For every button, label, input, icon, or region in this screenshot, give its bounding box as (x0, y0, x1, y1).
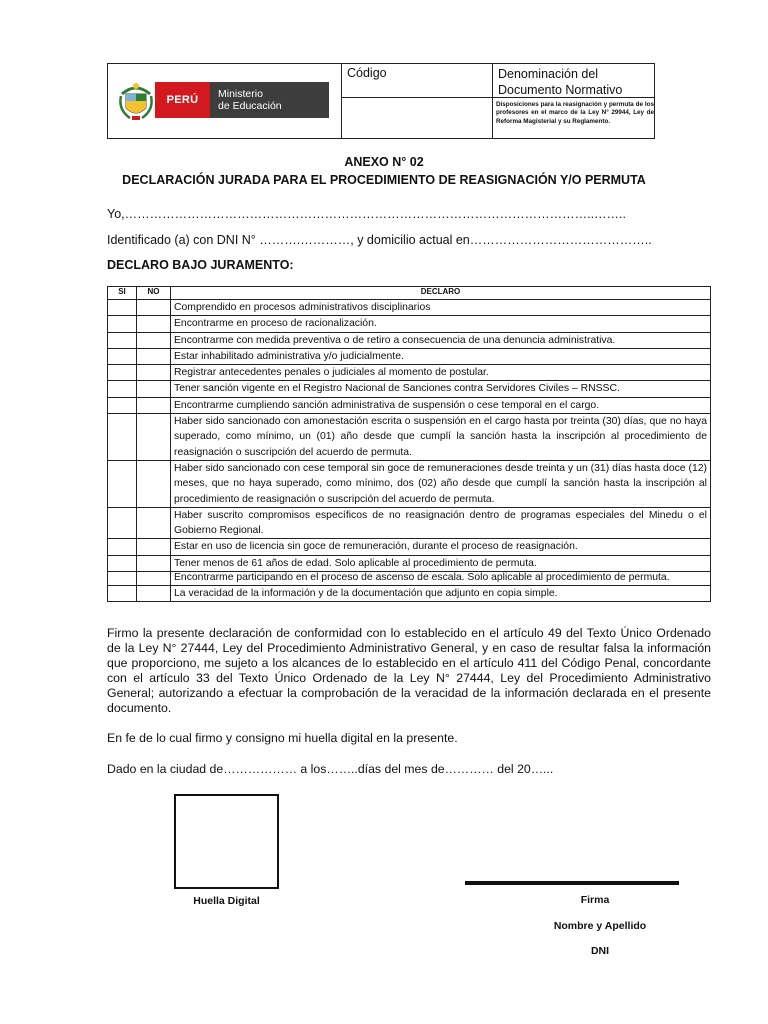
si-checkbox[interactable] (108, 507, 137, 539)
declaration-text: Encontrarme participando en el proceso de ascenso de escala. Solo aplicable al procedimiento de permuta. (171, 572, 711, 586)
fingerprint-box[interactable] (174, 794, 279, 889)
logo-ministry (210, 82, 329, 118)
name-field-line: Yo,…………………………………………………………………………………………………..…….. (107, 207, 627, 221)
no-checkbox[interactable] (137, 300, 171, 316)
declaration-text: Tener sanción vigente en el Registro Nacional de Sanciones contra Servidores Civiles – RNSSC. (171, 381, 711, 397)
col-si-header: SI (108, 287, 137, 300)
logo-country: PERÚ (155, 82, 210, 118)
table-row (108, 507, 711, 539)
no-checkbox[interactable] (137, 381, 171, 397)
declaration-text: Encontrarme en proceso de racionalización. (171, 316, 711, 332)
document-title: DECLARACIÓN JURADA PARA EL PROCEDIMIENTO DE REASIGNACIÓN Y/O PERMUTA (122, 173, 646, 187)
logo-ministry-line1: Ministerio (218, 88, 263, 100)
declaration-text: Haber sido sancionado con amonestación escrita o suspensión en el cargo hasta por treinta (30) días, que no haya superado, como mínimo, un (01) año desde que cumplí la sanción hasta la inscripción al procedimiento de reasignación o suscripción del acuerdo de permuta. (171, 414, 711, 461)
declaration-text: Comprendido en procesos administrativos disciplinarios (171, 300, 711, 316)
table-row (108, 555, 711, 571)
no-checkbox[interactable] (137, 316, 171, 332)
consent-paragraph: En fe de lo cual firmo y consigno mi huella digital en la presente. (107, 731, 458, 745)
table-row (108, 414, 711, 461)
fingerprint-label: Huella Digital (193, 895, 260, 907)
no-checkbox[interactable] (137, 585, 171, 601)
si-checkbox[interactable] (108, 555, 137, 571)
col-no-header: NO (137, 287, 171, 300)
table-row (108, 300, 711, 316)
si-checkbox[interactable] (108, 572, 137, 586)
table-row (108, 397, 711, 413)
si-checkbox[interactable] (108, 397, 137, 413)
si-checkbox[interactable] (108, 414, 137, 461)
table-row (108, 348, 711, 364)
signature-label: Firma (580, 894, 610, 906)
legal-paragraph: Firmo la presente declaración de conformidad con lo establecido en el artículo 49 del Texto Único Ordenado de la Ley N° 27444, Ley del Procedimiento Administrativo General, y en caso de resultar falsa la información que proporciono, me sujeto a los alcances de lo establecido en el artículo 411 del Código Penal, concordante con el artículo 33 del Texto Único Ordenado de la Ley N° 27444, Ley del Procedimiento Administrativo General; autorizando a efectuar la comprobación de la veracidad de la información declarada en el presente documento. (107, 626, 711, 716)
declaration-text: Encontrarme con medida preventiva o de retiro a consecuencia de una denuncia administrativa. (171, 332, 711, 348)
declaration-text: Estar en uso de licencia sin goce de remuneración, durante el proceso de reasignación. (171, 539, 711, 555)
no-checkbox[interactable] (137, 555, 171, 571)
code-label: Código (347, 66, 387, 80)
table-header-row (108, 287, 711, 300)
document-header (107, 63, 655, 139)
dni-address-field-line: Identificado (a) con DNI N° ……….…………, y domicilio actual en…………………………………….. (107, 233, 652, 247)
si-checkbox[interactable] (108, 332, 137, 348)
si-checkbox[interactable] (108, 365, 137, 381)
table-row (108, 585, 711, 601)
declaration-text: La veracidad de la información y de la documentación que adjunto en copia simple. (171, 585, 711, 601)
no-checkbox[interactable] (137, 539, 171, 555)
signature-line[interactable] (465, 881, 679, 885)
date-place-line: Dado en la ciudad de……………… a los……..días del mes de………… del 20…... (107, 762, 554, 776)
table-row (108, 460, 711, 507)
si-checkbox[interactable] (108, 460, 137, 507)
no-checkbox[interactable] (137, 460, 171, 507)
dni-label: DNI (590, 945, 610, 957)
declaration-text: Estar inhabilitado administrativa y/o judicialmente. (171, 348, 711, 364)
table-row (108, 572, 711, 586)
si-checkbox[interactable] (108, 381, 137, 397)
minedu-logo (118, 80, 328, 122)
logo-ministry-line2: de Educación (218, 100, 282, 112)
no-checkbox[interactable] (137, 365, 171, 381)
no-checkbox[interactable] (137, 397, 171, 413)
table-row (108, 332, 711, 348)
declaration-table (107, 286, 711, 602)
denomination-label: Denominación del Documento Normativo (498, 67, 623, 97)
table-row (108, 316, 711, 332)
table-row (108, 365, 711, 381)
declaration-text: Registrar antecedentes penales o judiciales al momento de postular. (171, 365, 711, 381)
no-checkbox[interactable] (137, 414, 171, 461)
no-checkbox[interactable] (137, 348, 171, 364)
si-checkbox[interactable] (108, 316, 137, 332)
si-checkbox[interactable] (108, 300, 137, 316)
annex-title: ANEXO N° 02 (344, 155, 424, 169)
declaration-text: Haber sido sancionado con cese temporal sin goce de remuneraciones desde treinta y un (31) días hasta doce (12) meses, que no haya superado, como mínimo, dos (02) año desde que cumplí la sanción hasta la inscripción al procedimiento de reasignación o suscripción del acuerdo de permuta. (171, 460, 711, 507)
declaration-text: Tener menos de 61 años de edad. Solo aplicable al procedimiento de permuta. (171, 555, 711, 571)
si-checkbox[interactable] (108, 348, 137, 364)
declaration-text: Encontrarme cumpliendo sanción administrativa de suspensión o cese temporal en el cargo. (171, 397, 711, 413)
si-checkbox[interactable] (108, 539, 137, 555)
name-label: Nombre y Apellido (553, 920, 647, 932)
table-row (108, 381, 711, 397)
no-checkbox[interactable] (137, 332, 171, 348)
table-row (108, 539, 711, 555)
peru-coat-of-arms-icon (118, 80, 154, 122)
si-checkbox[interactable] (108, 585, 137, 601)
denomination-value: Disposiciones para la reasignación y permuta de los profesores en el marco de la Ley N° 29944, Ley de Reforma Magisterial y su Reglamento. (496, 101, 654, 125)
declaro-heading: DECLARO BAJO JURAMENTO: (107, 258, 294, 272)
no-checkbox[interactable] (137, 507, 171, 539)
no-checkbox[interactable] (137, 572, 171, 586)
declaration-text: Haber suscrito compromisos específicos de no reasignación dentro de programas especiales del Minedu o el Gobierno Regional. (171, 507, 711, 539)
col-declaro-header: DECLARO (171, 287, 711, 300)
